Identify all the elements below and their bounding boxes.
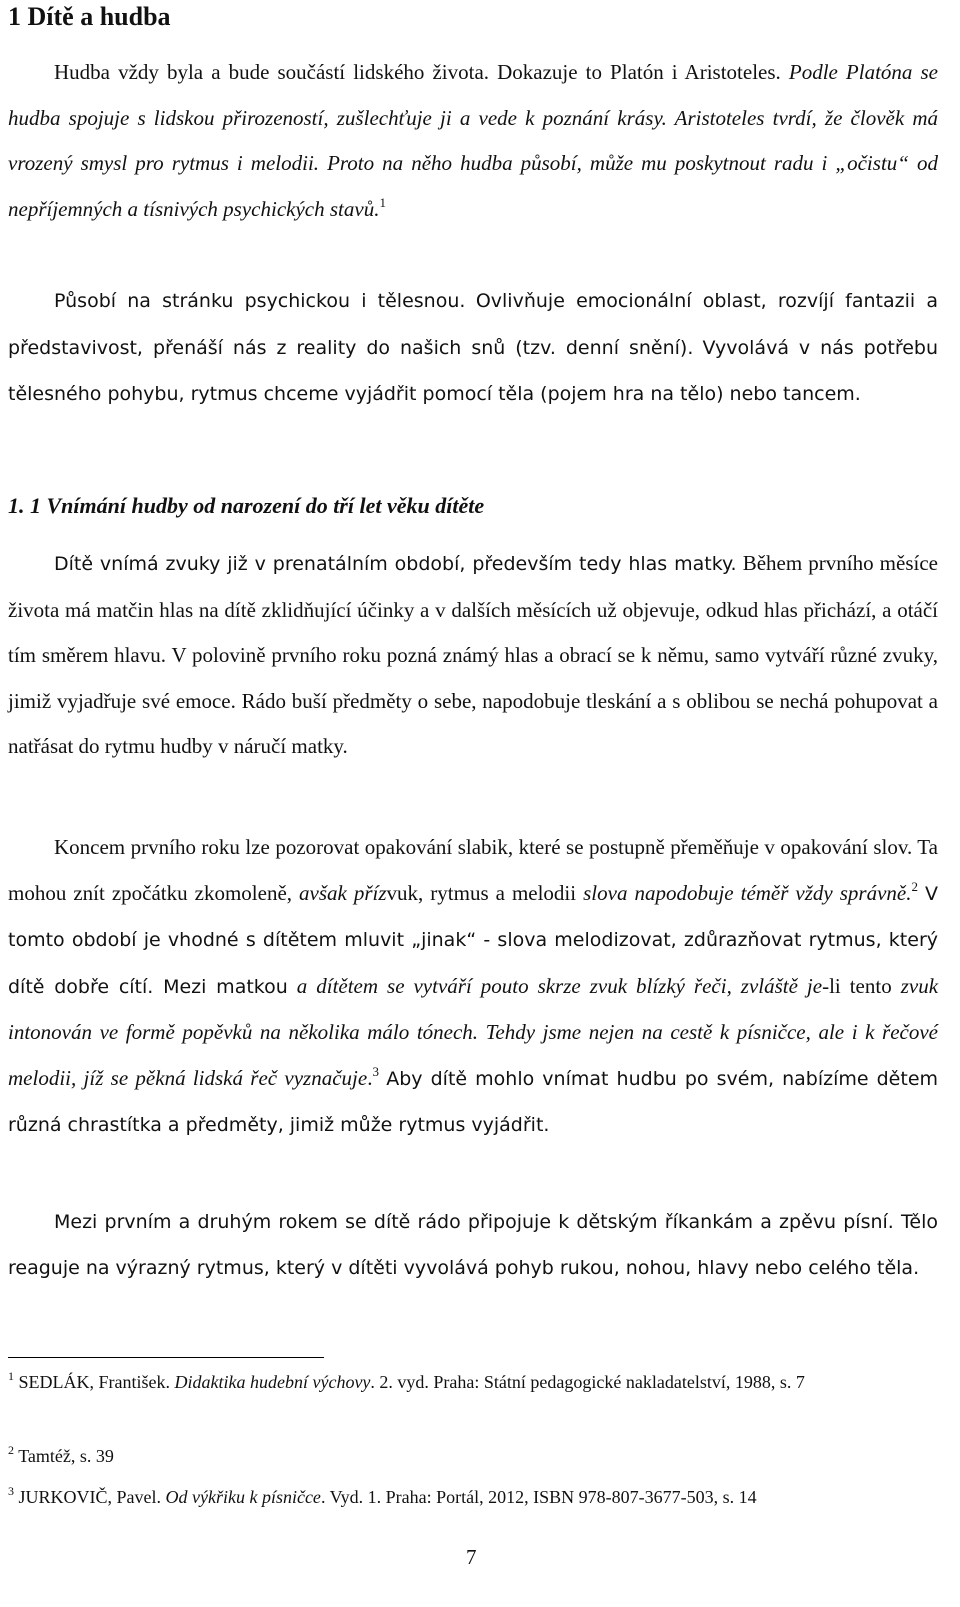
paragraph-2-sentence-1: Působí na stránku psychickou i tělesnou.: [54, 290, 466, 312]
paragraph-4-part-f: a dítětem se vytváří pouto skrze zvuk blízký řeči, zvláště je: [296, 973, 823, 998]
section-heading: 1. 1 Vnímání hudby od narození do tří let věku dítěte: [8, 493, 485, 518]
footnote-1-details: . 2. vyd. Praha: Státní pedagogické nakladatelství, 1988, s. 7: [370, 1372, 805, 1392]
paragraph-5: Mezi prvním a druhým rokem se dítě rádo připojuje k dětským říkankám a zpěvu písní. Tělo reaguje na výrazný rytmus, který v dítěti vyvolává pohyb rukou, nohou, hlavy nebo celého těla.: [8, 1211, 938, 1279]
paragraph-3-sentence-1: Dítě vnímá zvuky již v prenatálním období, především tedy hlas matky.: [54, 553, 737, 575]
paragraph-1: [8, 50, 938, 232]
footnote-2: [8, 1440, 938, 1473]
footnote-3-details: . Vyd. 1. Praha: Portál, 2012, ISBN 978-807-3677-503, s. 14: [320, 1487, 757, 1507]
footnote-1-author: SEDLÁK, František.: [18, 1372, 170, 1392]
chapter-heading: 1 Dítě a hudba: [8, 2, 171, 31]
paragraph-4-part-i: Tehdy jsme nejen na cestě k písničce, ale i k: [485, 1020, 875, 1044]
footnote-3-author: JURKOVIČ, Pavel.: [18, 1487, 161, 1507]
paragraph-4-part-c: vuk, rytmus a melodii: [386, 880, 577, 905]
footnote-separator: [8, 1357, 324, 1358]
paragraph-3: [8, 541, 938, 770]
footnote-1-title: Didaktika hudební výchovy: [174, 1372, 371, 1392]
footnote-2-text: Tamtéž, s. 39: [18, 1446, 114, 1466]
footnote-2-number: 2: [8, 1443, 14, 1457]
footnote-ref-3[interactable]: 3: [372, 1063, 379, 1079]
paragraph-4-part-k: .: [367, 1065, 373, 1090]
footnote-3-number: 3: [8, 1484, 14, 1498]
footnote-ref-2[interactable]: 2: [911, 878, 918, 894]
paragraph-4-part-e: V tomto období je vhodné s dítětem mluvit „jinak“ - slova melodizovat, zdůrazňovat rytmus, který dítě dobře cítí. Mezi matkou: [8, 882, 939, 998]
paragraph-3-sentence-4: Rádo buší předměty o sebe, napodobuje tleskání a s oblibou se nechá pohupovat a natřásat do rytmu hudby v náručí matky.: [8, 688, 939, 758]
paragraph-4-part-l: Aby dítě mohlo vnímat hudbu po svém, nabízíme dětem různá chrastítka a předměty, jimiž může rytmus vyjádřit.: [8, 1067, 939, 1136]
paragraph-4: [8, 825, 938, 1149]
paragraph-4-part-d: slova napodobuje téměř vždy správně.: [583, 880, 912, 905]
paragraph-2: [8, 278, 938, 418]
paragraph-4-part-h: zvuk intonován ve formě popěvků na několika málo tónech.: [8, 973, 939, 1044]
footnote-3: [8, 1481, 938, 1514]
paragraph-1-italic-text: Podle Platóna se hudba spojuje s lidskou přirozeností, zušlechťuje ji a vede k poznání krásy. Aristoteles tvrdí, že člověk má vrozený smysl pro rytmus i melodii. Proto na něho hudba působí, může mu poskytnout radu i „očistu“ od nepříjemných a tísnivých psychických stavů.: [8, 60, 939, 221]
footnote-1-number: 1: [8, 1369, 14, 1383]
paragraph-2-sentence-2: Ovlivňuje emocionální oblast, rozvíjí fantazii a představivost, přenáší nás z reality do našich snů (tzv. denní snění).: [8, 290, 938, 359]
footnote-3-title: Od výkřiku k písničce: [165, 1487, 321, 1507]
page-number: 7: [466, 1545, 477, 1569]
paragraph-1-sentence-1: Hudba vždy byla a bude součástí lidského života. Dokazuje to Platón i Aristoteles.: [54, 60, 781, 84]
footnote-ref-1[interactable]: 1: [379, 194, 386, 210]
paragraph-3-sentence-2: Během prvního měsíce života má matčin hlas na dítě zklidňující účinky a v dalších měsících už objevuje, odkud hlas přichází, a otáčí tím směrem hlavu.: [8, 551, 938, 667]
paragraph-4-part-j: řečové melodii, jíž se pěkná lidská řeč vyznačuje: [8, 1020, 938, 1090]
paragraph-3-sentence-3: V polovině prvního roku pozná známý hlas a obrací se k němu, samo vytváří různé zvuky, jimiž vyjadřuje své emoce.: [8, 643, 938, 713]
paragraph-4-part-a: Koncem prvního roku lze pozorovat opakování slabik, které se postupně přeměňuje v opakování slov. Ta mohou znít zpočátku zkomoleně,: [8, 835, 938, 905]
paragraph-4-part-b: avšak příz: [299, 880, 387, 905]
paragraph-4-part-g: -li tento: [822, 973, 892, 998]
paragraph-2-sentence-3: Vyvolává v nás potřebu tělesného pohybu, rytmus chceme vyjádřit pomocí těla (pojem hra na tělo) nebo tancem.: [8, 336, 939, 405]
footnote-1: [8, 1366, 938, 1399]
